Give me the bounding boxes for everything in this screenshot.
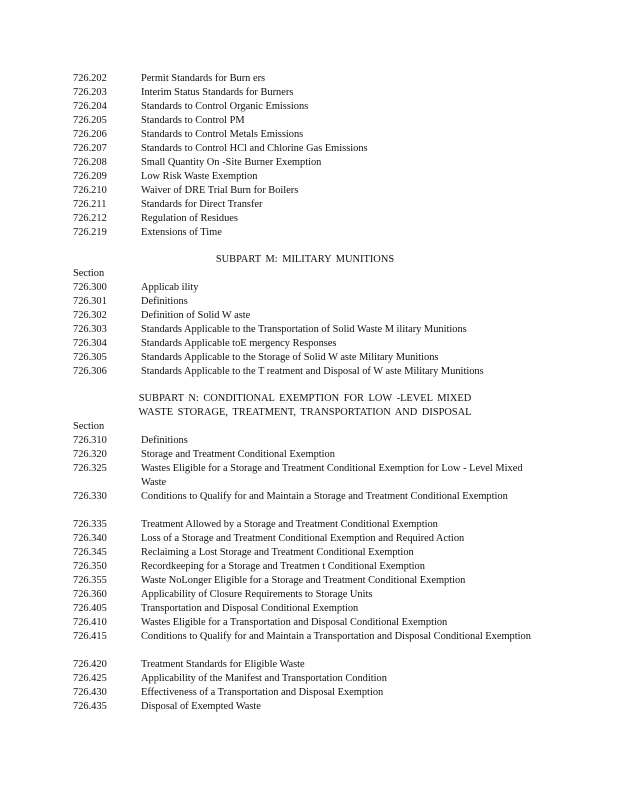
section-title: Small Quantity On -Site Burner Exemption xyxy=(141,157,322,168)
section-title: Regulation of Residues xyxy=(141,213,238,224)
list-item xyxy=(0,616,618,630)
section-title: Definition of Solid W aste xyxy=(141,310,251,321)
list-item xyxy=(0,518,618,532)
section-number: 726.202 xyxy=(73,73,107,84)
section-label: Section xyxy=(73,268,105,279)
section-title: Wastes Eligible for a Storage and Treatment Conditional Exemption for Low - Level Mixed Waste xyxy=(141,463,523,488)
section-title: Treatment Allowed by a Storage and Treatment Conditional Exemption xyxy=(141,519,438,530)
section-number: 726.219 xyxy=(73,227,107,238)
list-item xyxy=(0,700,618,714)
section-number: 726.304 xyxy=(73,338,107,349)
section-number: 726.335 xyxy=(73,519,107,530)
list-item xyxy=(0,351,618,365)
section-title: Standards to Control PM xyxy=(141,115,245,126)
section-number: 726.211 xyxy=(73,199,107,210)
subpart-n-heading-line1: SUBPART N: CONDITIONAL EXEMPTION FOR LOW -LEVEL MIXED xyxy=(138,393,472,404)
section-title: Applicability of the Manifest and Transportation Condition xyxy=(141,673,387,684)
list-item xyxy=(0,560,618,574)
section-title: Treatment Standards for Eligible Waste xyxy=(141,659,305,670)
section-list-subpart-l xyxy=(0,72,618,240)
section-title: Standards Applicable to the T reatment and Disposal of W aste Military Munitions xyxy=(141,366,484,377)
list-item xyxy=(0,434,618,448)
section-title: Disposal of Exempted Waste xyxy=(141,701,261,712)
section-number: 726.340 xyxy=(73,533,107,544)
list-item xyxy=(0,337,618,351)
list-item xyxy=(0,462,618,490)
section-title: Conditions to Qualify for and Maintain a Transportation and Disposal Conditional Exemption xyxy=(141,631,531,642)
section-number: 726.345 xyxy=(73,547,107,558)
section-title: Conditions to Qualify for and Maintain a Storage and Treatment Conditional Exemption xyxy=(141,491,508,502)
list-item xyxy=(0,212,618,226)
section-title: Standards to Control Organic Emissions xyxy=(141,101,309,112)
section-number: 726.360 xyxy=(73,589,107,600)
list-item xyxy=(0,295,618,309)
list-item xyxy=(0,602,618,616)
section-title: Recordkeeping for a Storage and Treatmen t Conditional Exemption xyxy=(141,561,425,572)
section-number: 726.204 xyxy=(73,101,107,112)
list-item xyxy=(0,365,618,379)
section-title: Loss of a Storage and Treatment Conditional Exemption and Required Action xyxy=(141,533,465,544)
section-title: Definitions xyxy=(141,435,188,446)
list-item xyxy=(0,588,618,602)
list-item xyxy=(0,309,618,323)
section-title: Standards Applicable to the Storage of Solid W aste Military Munitions xyxy=(141,352,439,363)
section-number: 726.212 xyxy=(73,213,107,224)
list-item xyxy=(0,323,618,337)
section-number: 726.302 xyxy=(73,310,107,321)
list-item xyxy=(0,281,618,295)
section-list-subpart-m xyxy=(0,281,618,379)
section-label: Section xyxy=(73,421,105,432)
section-title: Reclaiming a Lost Storage and Treatment Conditional Exemption xyxy=(141,547,414,558)
list-item xyxy=(0,532,618,546)
section-title: Definitions xyxy=(141,296,188,307)
section-number: 726.325 xyxy=(73,463,107,474)
section-number: 726.415 xyxy=(73,631,107,642)
section-number: 726.405 xyxy=(73,603,107,614)
section-number: 726.301 xyxy=(73,296,107,307)
section-number: 726.320 xyxy=(73,449,107,460)
section-title: Waste NoLonger Eligible for a Storage and Treatment Conditional Exemption xyxy=(141,575,466,586)
section-number: 726.306 xyxy=(73,366,107,377)
section-number: 726.350 xyxy=(73,561,107,572)
section-number: 726.425 xyxy=(73,673,107,684)
section-title: Standards Applicable to the Transportation of Solid Waste M ilitary Munitions xyxy=(141,324,467,335)
subpart-m-heading: SUBPART M: MILITARY MUNITIONS xyxy=(215,254,395,265)
section-number: 726.330 xyxy=(73,491,107,502)
section-title: Permit Standards for Burn ers xyxy=(141,73,266,84)
list-item xyxy=(0,490,618,518)
section-number: 726.209 xyxy=(73,171,107,182)
section-title: Standards for Direct Transfer xyxy=(141,199,263,210)
section-number: 726.355 xyxy=(73,575,107,586)
list-item xyxy=(0,686,618,700)
list-item xyxy=(0,546,618,560)
section-number: 726.310 xyxy=(73,435,107,446)
section-number: 726.208 xyxy=(73,157,107,168)
section-list-subpart-n xyxy=(0,434,618,714)
section-number: 726.430 xyxy=(73,687,107,698)
section-number: 726.210 xyxy=(73,185,107,196)
section-number: 726.435 xyxy=(73,701,107,712)
section-number: 726.207 xyxy=(73,143,107,154)
section-title: Interim Status Standards for Burners xyxy=(141,87,294,98)
section-number: 726.305 xyxy=(73,352,107,363)
section-number: 726.300 xyxy=(73,282,107,293)
section-title: Standards to Control HCl and Chlorine Gas Emissions xyxy=(141,143,368,154)
list-item xyxy=(0,672,618,686)
section-title: Standards to Control Metals Emissions xyxy=(141,129,304,140)
list-item xyxy=(0,142,618,156)
section-number: 726.205 xyxy=(73,115,107,126)
list-item xyxy=(0,198,618,212)
list-item xyxy=(0,128,618,142)
section-title: Wastes Eligible for a Transportation and Disposal Conditional Exemption xyxy=(141,617,448,628)
subpart-n-heading-line2: WASTE STORAGE, TREATMENT, TRANSPORTATION AND DISPOSAL xyxy=(138,407,472,418)
section-number: 726.303 xyxy=(73,324,107,335)
list-item xyxy=(0,226,618,240)
list-item xyxy=(0,114,618,128)
section-title: Storage and Treatment Conditional Exemption xyxy=(141,449,335,460)
section-title: Standards Applicable toE mergency Responses xyxy=(141,338,337,349)
list-item xyxy=(0,658,618,672)
section-number: 726.420 xyxy=(73,659,107,670)
list-item xyxy=(0,448,618,462)
section-number: 726.410 xyxy=(73,617,107,628)
section-title: Applicability of Closure Requirements to Storage Units xyxy=(141,589,373,600)
section-title: Extensions of Time xyxy=(141,227,222,238)
section-number: 726.203 xyxy=(73,87,107,98)
section-title: Effectiveness of a Transportation and Disposal Exemption xyxy=(141,687,384,698)
section-number: 726.206 xyxy=(73,129,107,140)
section-title: Transportation and Disposal Conditional Exemption xyxy=(141,603,359,614)
list-item xyxy=(0,100,618,114)
section-title: Applicab ility xyxy=(141,282,199,293)
list-item xyxy=(0,72,618,86)
list-item xyxy=(0,170,618,184)
list-item xyxy=(0,86,618,100)
section-title: Waiver of DRE Trial Burn for Boilers xyxy=(141,185,299,196)
list-item xyxy=(0,184,618,198)
list-item xyxy=(0,630,618,658)
section-title: Low Risk Waste Exemption xyxy=(141,171,258,182)
list-item xyxy=(0,574,618,588)
list-item xyxy=(0,156,618,170)
